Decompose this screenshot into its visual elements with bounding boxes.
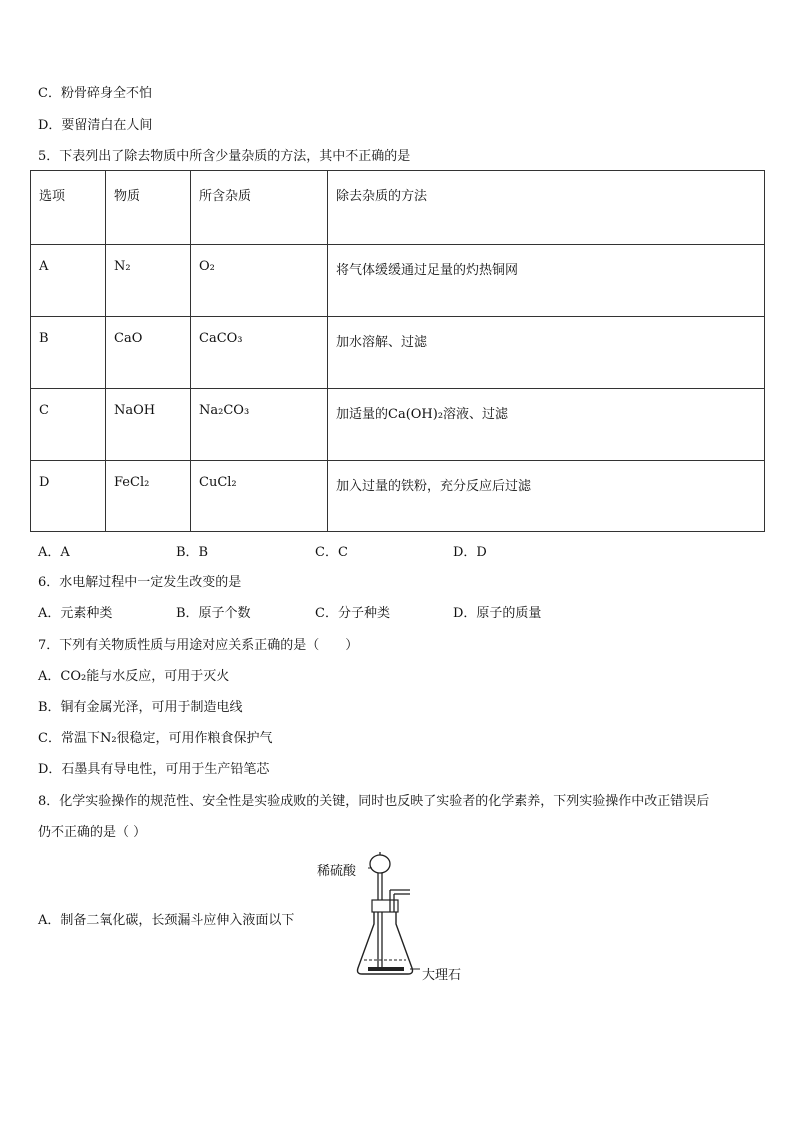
q6-answer-a: A．元素种类: [38, 606, 113, 621]
q7-option-c: C．常温下N₂很稳定，可用作粮食保护气: [38, 731, 273, 746]
row-method: 将气体缓缓通过足量的灼热铜网: [336, 263, 519, 278]
q7-option-a: A．CO₂能与水反应，可用于灭火: [38, 669, 230, 684]
co2-apparatus-figure: [310, 850, 480, 990]
table-row: [31, 244, 764, 317]
row-substance: N₂: [114, 259, 131, 274]
acid-label: 稀硫酸: [317, 864, 357, 879]
q5-answer-a: A．A: [38, 545, 70, 560]
table-header-row: [31, 171, 764, 244]
row-method: 加水溶解、过滤: [336, 335, 428, 350]
q5-answer-b: B．B: [176, 545, 209, 560]
row-option: D: [39, 475, 50, 490]
row-impurity: Na₂CO₃: [199, 403, 250, 418]
row-option: A: [39, 259, 49, 274]
row-impurity: O₂: [199, 259, 215, 274]
q7-stem: 7．下列有关物质性质与用途对应关系正确的是（ ）: [38, 638, 359, 653]
q7-option-b: B．铜有金属光泽，可用于制造电线: [38, 700, 243, 715]
row-option: B: [39, 331, 49, 346]
row-option: C: [39, 403, 49, 418]
q6-answer-c: C．分子种类: [315, 606, 390, 621]
row-impurity: CuCl₂: [199, 475, 237, 490]
table-row: [31, 316, 764, 389]
q8-stem-line2: 仍不正确的是（ ）: [38, 825, 147, 840]
marble-label: 大理石: [422, 968, 462, 983]
table-row: [31, 388, 764, 461]
row-method: 加入过量的铁粉，充分反应后过滤: [336, 479, 532, 494]
q7-option-d: D．石墨具有导电性，可用于生产铅笔芯: [38, 762, 270, 777]
q6-stem: 6．水电解过程中一定发生改变的是: [38, 575, 242, 590]
header-option: 选项: [39, 189, 66, 204]
q6-answer-b: B．原子个数: [176, 606, 251, 621]
q8-stem-line1: 8．化学实验操作的规范性、安全性是实验成败的关键，同时也反映了实验者的化学素养，下列实验操作中改正错误后: [38, 794, 710, 809]
q4-option-d: D．要留清白在人间: [38, 118, 153, 133]
q5-answer-c: C．C: [315, 545, 348, 560]
row-substance: CaO: [114, 331, 143, 346]
row-method: 加适量的Ca(OH)₂溶液、过滤: [336, 407, 509, 422]
q4-option-c: C．粉骨碎身全不怕: [38, 86, 152, 101]
q6-answer-d: D．原子的质量: [453, 606, 542, 621]
table-row: [31, 460, 764, 533]
q5-stem: 5．下表列出了除去物质中所含少量杂质的方法，其中不正确的是: [38, 149, 411, 164]
row-substance: FeCl₂: [114, 475, 150, 490]
row-substance: NaOH: [114, 403, 156, 418]
row-impurity: CaCO₃: [199, 331, 243, 346]
header-method: 除去杂质的方法: [336, 189, 428, 204]
header-impurity: 所含杂质: [199, 189, 252, 204]
header-substance: 物质: [114, 189, 141, 204]
q8-option-a: A．制备二氧化碳，长颈漏斗应伸入液面以下: [38, 913, 295, 928]
q5-answer-d: D．D: [453, 545, 487, 560]
impurity-table: [30, 170, 765, 532]
